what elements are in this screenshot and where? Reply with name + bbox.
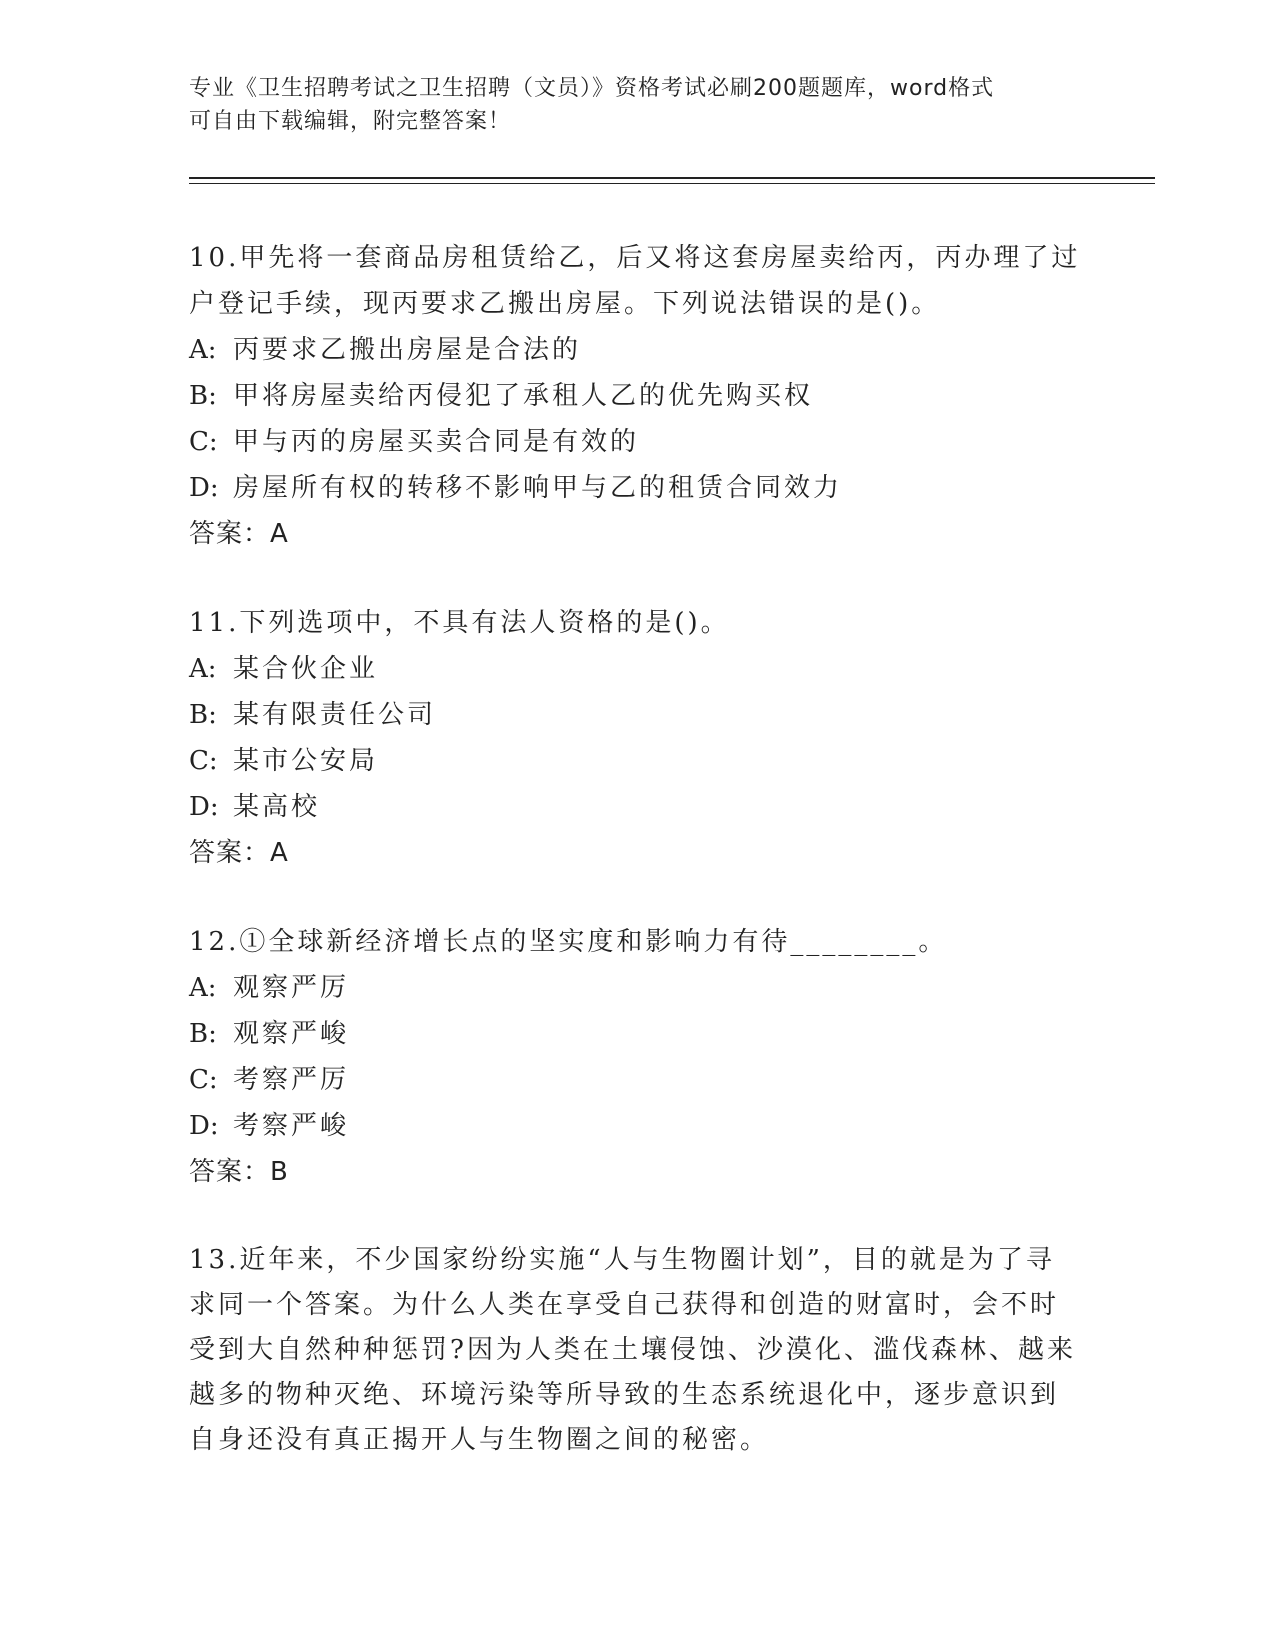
question-11 <box>189 600 1089 876</box>
option-a <box>189 646 1089 692</box>
option-text: 某有限责任公司 <box>233 700 437 730</box>
option-a <box>189 327 1089 373</box>
option-text: 观察严峻 <box>233 1019 350 1049</box>
question-stem-line: 12.①全球新经济增长点的坚实度和影响力有待________。 <box>189 927 948 957</box>
option-letter: C: <box>189 746 218 776</box>
option-text: 考察严厉 <box>233 1065 350 1095</box>
option-letter: D: <box>189 792 219 822</box>
option-letter: D: <box>189 473 219 503</box>
option-c <box>189 1057 1089 1103</box>
question-12 <box>189 919 1089 1195</box>
option-c <box>189 738 1089 784</box>
option-text: 观察严厉 <box>233 973 350 1003</box>
question-stem-line: 10.甲先将一套商品房租赁给乙，后又将这套房屋卖给丙，丙办理了过 <box>189 243 1081 273</box>
answer-label: 答案：A <box>189 838 289 868</box>
option-text: 丙要求乙搬出房屋是合法的 <box>233 335 582 365</box>
header-divider-thin <box>189 183 1155 184</box>
question-stem-line: 自身还没有真正揭开人与生物圈之间的秘密。 <box>189 1425 770 1455</box>
option-letter: A: <box>189 973 217 1003</box>
option-letter: A: <box>189 335 217 365</box>
option-text: 甲将房屋卖给丙侵犯了承租人乙的优先购买权 <box>233 381 814 411</box>
option-b <box>189 1011 1089 1057</box>
answer-label: 答案：A <box>189 519 289 549</box>
option-text: 甲与丙的房屋买卖合同是有效的 <box>233 427 640 457</box>
option-text: 考察严峻 <box>233 1111 350 1141</box>
option-a <box>189 965 1089 1011</box>
option-d <box>189 784 1089 830</box>
option-letter: B: <box>189 381 217 411</box>
option-text: 某合伙企业 <box>233 654 379 684</box>
option-b <box>189 692 1089 738</box>
option-text: 房屋所有权的转移不影响甲与乙的租赁合同效力 <box>233 473 843 503</box>
question-stem-line: 户登记手续，现丙要求乙搬出房屋。下列说法错误的是()。 <box>189 289 941 319</box>
option-letter: B: <box>189 700 217 730</box>
question-13 <box>189 1238 1089 1463</box>
header-line-1: 专业《卫生招聘考试之卫生招聘（文员）》资格考试必刷200题题库，word格式 <box>189 76 995 101</box>
option-letter: A: <box>189 654 217 684</box>
question-stem-line: 受到大自然种种惩罚?因为人类在土壤侵蚀、沙漠化、滥伐森林、越来 <box>189 1335 1076 1365</box>
question-stem-line: 11.下列选项中，不具有法人资格的是()。 <box>189 608 730 638</box>
option-text: 某市公安局 <box>233 746 379 776</box>
question-stem-line: 越多的物种灭绝、环境污染等所导致的生态系统退化中，逐步意识到 <box>189 1380 1060 1410</box>
question-stem-line: 13.近年来，不少国家纷纷实施“人与生物圈计划”，目的就是为了寻 <box>189 1245 1055 1275</box>
option-letter: C: <box>189 427 218 457</box>
option-d <box>189 1103 1089 1149</box>
option-letter: D: <box>189 1111 219 1141</box>
option-b <box>189 373 1089 419</box>
header-line-2: 可自由下载编辑，附完整答案！ <box>189 109 512 134</box>
option-text: 某高校 <box>233 792 321 822</box>
header-divider-thick <box>189 177 1155 179</box>
option-letter: B: <box>189 1019 217 1049</box>
question-stem-line: 求同一个答案。为什么人类在享受自己获得和创造的财富时，会不时 <box>189 1290 1060 1320</box>
document-header <box>189 72 1089 138</box>
question-10 <box>189 235 1089 557</box>
option-letter: C: <box>189 1065 218 1095</box>
option-d <box>189 465 1089 511</box>
option-c <box>189 419 1089 465</box>
answer-label: 答案：B <box>189 1157 289 1187</box>
